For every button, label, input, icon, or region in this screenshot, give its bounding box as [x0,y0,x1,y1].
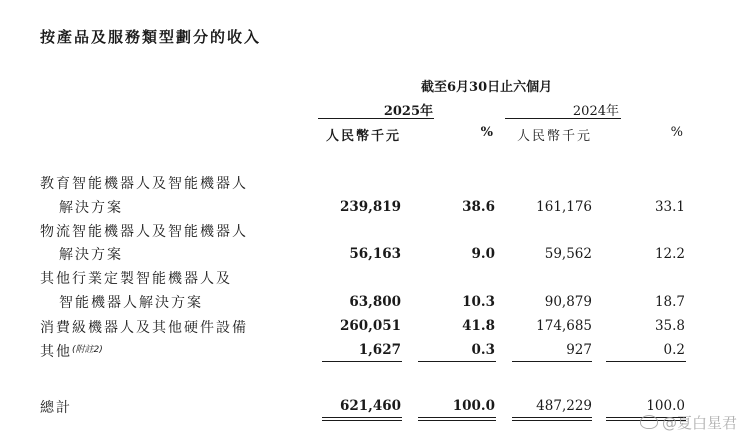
year-2024-header: 2024年 [572,104,619,119]
total-rev-2024: 487,229 [536,398,592,414]
weibo-icon [640,415,658,429]
pct-2024-cell: 35.8 [654,318,685,334]
footnote-ref: (附註2) [72,345,103,355]
row-label: 消費級機器人及其他硬件設備 [40,320,248,336]
row-label-cont: 解決方案 [59,247,123,263]
row-label-cont: 智能機器人解決方案 [59,295,203,311]
unit-rmb-2024: 人民幣千元 [516,129,592,144]
subtotal-rule [606,361,686,362]
pct-2024-cell: 33.1 [654,199,685,215]
pct-2024-cell: 12.2 [654,246,685,262]
pct-2025-cell: 9.0 [471,246,495,262]
rev-2024-cell: 90,879 [544,294,592,310]
pct-2025-cell: 0.3 [471,342,495,358]
year-2025-rule [318,118,434,119]
unit-pct-2024: % [670,125,685,140]
pct-2024-cell: 18.7 [654,294,685,310]
pct-2025-cell: 38.6 [462,199,495,215]
year-2025-header: 2025年 [383,104,433,119]
unit-rmb-2025: 人民幣千元 [325,129,401,144]
subtotal-rule [512,361,592,362]
row-label: 其他行業定製智能機器人及 [40,271,232,287]
section-title: 按產品及服務類型劃分的收入 [40,28,262,46]
row-label-other [40,341,103,361]
subtotal-rule [418,361,496,362]
total-label: 總計 [40,400,72,416]
rev-2025-cell: 56,163 [349,246,401,262]
rev-2025-cell: 239,819 [339,199,401,215]
row-label-cont: 解決方案 [59,200,123,216]
year-2024-rule [505,118,621,119]
subtotal-rule [322,361,402,362]
rev-2024-cell: 927 [566,342,592,358]
total-double-rule [322,417,402,421]
unit-pct-2025: % [480,125,495,140]
pct-2025-cell: 10.3 [462,294,495,310]
period-header: 截至6月30日止六個月 [421,80,553,95]
total-pct-2024: 100.0 [646,398,685,414]
rev-2024-cell: 59,562 [544,246,592,262]
total-pct-2025: 100.0 [452,398,495,414]
rev-2024-cell: 161,176 [536,199,592,215]
row-label-text: 其他 [40,344,72,360]
rev-2025-cell: 1,627 [358,342,401,358]
total-double-rule [512,417,592,421]
total-rev-2025: 621,460 [339,398,401,414]
row-label: 教育智能機器人及智能機器人 [40,176,248,192]
rev-2024-cell: 174,685 [536,318,592,334]
pct-2025-cell: 41.8 [462,318,495,334]
watermark [640,412,737,433]
pct-2024-cell: 0.2 [663,342,685,358]
rev-2025-cell: 260,051 [339,318,401,334]
total-double-rule [418,417,496,421]
watermark-text: @夏白星君 [661,414,737,432]
row-label: 物流智能機器人及智能機器人 [40,224,248,240]
rev-2025-cell: 63,800 [349,294,401,310]
